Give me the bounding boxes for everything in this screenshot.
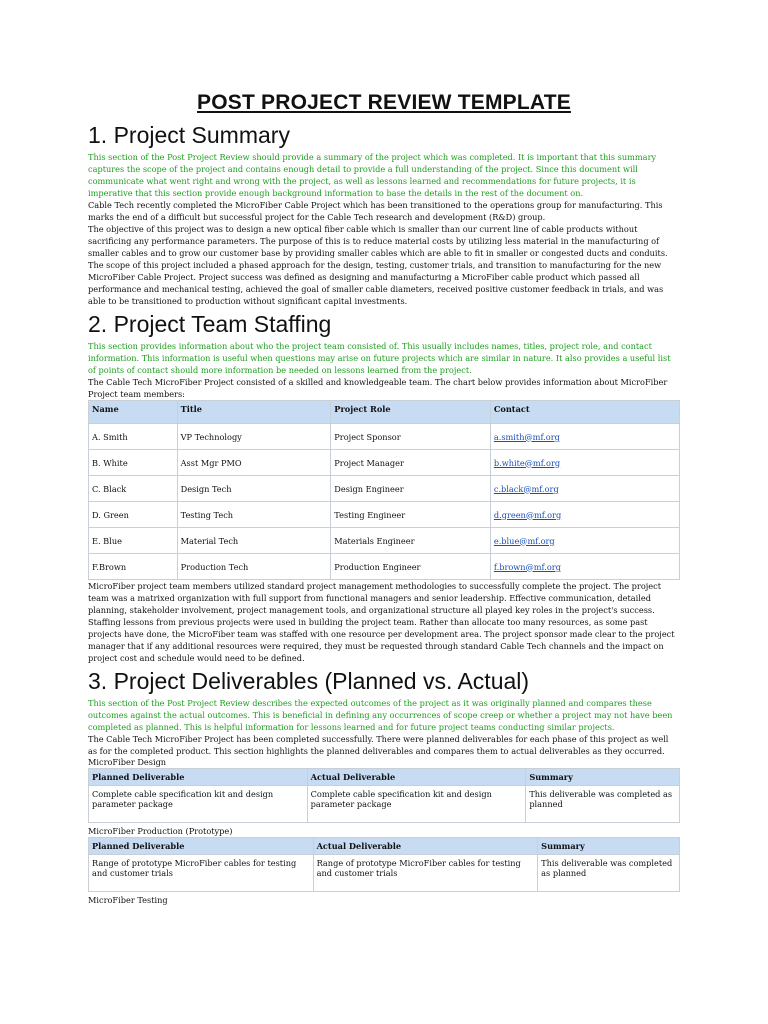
cell-planned: Range of prototype MicroFiber cables for testing and customer trials [89, 855, 314, 892]
cell-contact [490, 450, 679, 476]
document-title: POST PROJECT REVIEW TEMPLATE [197, 91, 571, 114]
summary-paragraph-3: The scope of this project included a phased approach for the design, testing, customer trials, and transition to manufacturing for the new MicroFiber Cable Project. Project success was defined as designing and manufacturing a MicroFiber cable product which passed all performance and mechanical testing, achieved the goal of smaller cable diameters, received positive customer feedback in trials, and was able to be transitioned to production without significant capital investments. [88, 260, 664, 306]
contact-email-link[interactable]: e.blue@mf.org [493, 535, 555, 546]
team-table [88, 400, 680, 580]
cell-role: Design Engineer [331, 476, 491, 502]
cell-role: Materials Engineer [331, 528, 491, 554]
cell-title: Asst Mgr PMO [177, 450, 331, 476]
cell-title: VP Technology [177, 424, 331, 450]
cell-role: Project Manager [331, 450, 491, 476]
cell-planned: Complete cable specification kit and design parameter package [89, 786, 308, 823]
column-header-name: Name [89, 401, 178, 424]
design-table-header-row [89, 769, 680, 786]
cell-name: A. Smith [89, 424, 178, 450]
document-page [88, 88, 680, 906]
contact-email-link[interactable]: a.smith@mf.org [493, 431, 560, 442]
contact-email-link[interactable]: b.white@mf.org [493, 457, 561, 468]
staffing-paragraph-2: Staffing lessons from previous projects were used in building the project team. Rather than allocate too many resources, as some past projects have done, the MicroFiber team was staffed with one resource per development area. The project sponsor made clear to the project manager that if any additional resources were required, they must be requested through standard Cable Tech channels and the impact on project cost and schedule would need to be defined. [88, 617, 675, 663]
cell-title: Design Tech [177, 476, 331, 502]
cell-name: D. Green [89, 502, 178, 528]
section-heading-deliverables: 3. Project Deliverables (Planned vs. Actual) [88, 668, 530, 694]
cell-name: F.Brown [89, 554, 178, 580]
cell-name: E. Blue [89, 528, 178, 554]
design-deliverables-table [88, 768, 680, 823]
deliverables-guidance-text: This section of the Post Project Review describes the expected outcomes of the project as it was originally planned and compares these outcomes against the actual outcomes. This is beneficial in defining any occurrences of scope creep or whether a project may not have been completed as planned. This is helpful information for lessons learned and for future project teams conducting similar projects. [88, 698, 673, 732]
cell-title: Material Tech [177, 528, 331, 554]
cell-name: B. White [89, 450, 178, 476]
cell-role: Production Engineer [331, 554, 491, 580]
summary-guidance-text: This section of the Post Project Review should provide a summary of the project which was completed. It is important that this summary captures the scope of the project and contains enough detail to provide a full understanding of the project. Since this document will communicate what went right and wrong with the project, as well as lessons learned and recommendations for future projects, it is imperative that this section provide enough background information to base the details in the rest of the document on. [88, 152, 657, 198]
staffing-paragraph-1: MicroFiber project team members utilized standard project management methodologies to successfully complete the project. The project team was a matrixed organization with full support from functional managers and senior leadership. Effective communication, detailed planning, stakeholder involvement, project management tools, and organizational structure all played key roles in the project's success. [88, 581, 662, 615]
column-header-planned: Planned Deliverable [89, 769, 308, 786]
column-header-summary: Summary [538, 838, 680, 855]
cell-contact [490, 424, 679, 450]
contact-email-link[interactable]: d.green@mf.org [493, 509, 562, 520]
contact-email-link[interactable]: c.black@mf.org [493, 483, 559, 494]
testing-table-label: MicroFiber Testing [88, 895, 168, 905]
cell-title: Production Tech [177, 554, 331, 580]
staffing-guidance-text: This section provides information about who the project team consisted of. This usually includes names, titles, project role, and contact information. This information is useful when questions may arise on future projects which are similar in nature. It also provides a useful list of points of contact should more information be needed on lessons learned from the project. [88, 341, 671, 375]
summary-paragraph-2: The objective of this project was to design a new optical fiber cable which is smaller than our current line of cable products without sacrificing any performance parameters. The purpose of this is to reduce material costs by utilizing less material in the manufacturing of smaller cables and to grow our customer base by providing smaller cables which are able to fit in smaller or congested ducts and conduits. [88, 224, 668, 258]
table-row [89, 476, 680, 502]
column-header-contact: Contact [490, 401, 679, 424]
production-table-header-row [89, 838, 680, 855]
table-row [89, 528, 680, 554]
section-heading-project-summary: 1. Project Summary [88, 122, 290, 148]
cell-summary: This deliverable was completed as planned [526, 786, 680, 823]
table-row [89, 855, 680, 892]
column-header-title: Title [177, 401, 331, 424]
cell-name: C. Black [89, 476, 178, 502]
staffing-intro: The Cable Tech MicroFiber Project consisted of a skilled and knowledgeable team. The chart below provides information about MicroFiber Project team members: [88, 377, 668, 399]
cell-actual: Complete cable specification kit and design parameter package [307, 786, 526, 823]
cell-title: Testing Tech [177, 502, 331, 528]
cell-role: Testing Engineer [331, 502, 491, 528]
table-row [89, 424, 680, 450]
cell-contact [490, 528, 679, 554]
table-row [89, 502, 680, 528]
column-header-summary: Summary [526, 769, 680, 786]
column-header-actual: Actual Deliverable [307, 769, 526, 786]
table-row [89, 450, 680, 476]
section-heading-team-staffing: 2. Project Team Staffing [88, 311, 332, 337]
cell-contact [490, 554, 679, 580]
production-table-label: MicroFiber Production (Prototype) [88, 826, 233, 836]
column-header-planned: Planned Deliverable [89, 838, 314, 855]
table-row [89, 554, 680, 580]
column-header-project-role: Project Role [331, 401, 491, 424]
cell-actual: Range of prototype MicroFiber cables for testing and customer trials [313, 855, 538, 892]
team-table-header-row [89, 401, 680, 424]
production-deliverables-table [88, 837, 680, 892]
cell-role: Project Sponsor [331, 424, 491, 450]
table-row [89, 786, 680, 823]
summary-paragraph-1: Cable Tech recently completed the MicroFiber Cable Project which has been transitioned to the operations group for manufacturing. This marks the end of a difficult but successful project for the Cable Tech research and development (R&D) group. [88, 200, 663, 222]
cell-contact [490, 502, 679, 528]
contact-email-link[interactable]: f.brown@mf.org [493, 561, 561, 572]
cell-summary: This deliverable was completed as planned [538, 855, 680, 892]
cell-contact [490, 476, 679, 502]
column-header-actual: Actual Deliverable [313, 838, 538, 855]
design-table-label: MicroFiber Design [88, 757, 167, 767]
deliverables-intro: The Cable Tech MicroFiber Project has been completed successfully. There were planned deliverables for each phase of this project as well as for the completed product. This section highlights the planned deliverables and compares them to actual deliverables as they occurred. [88, 734, 669, 756]
